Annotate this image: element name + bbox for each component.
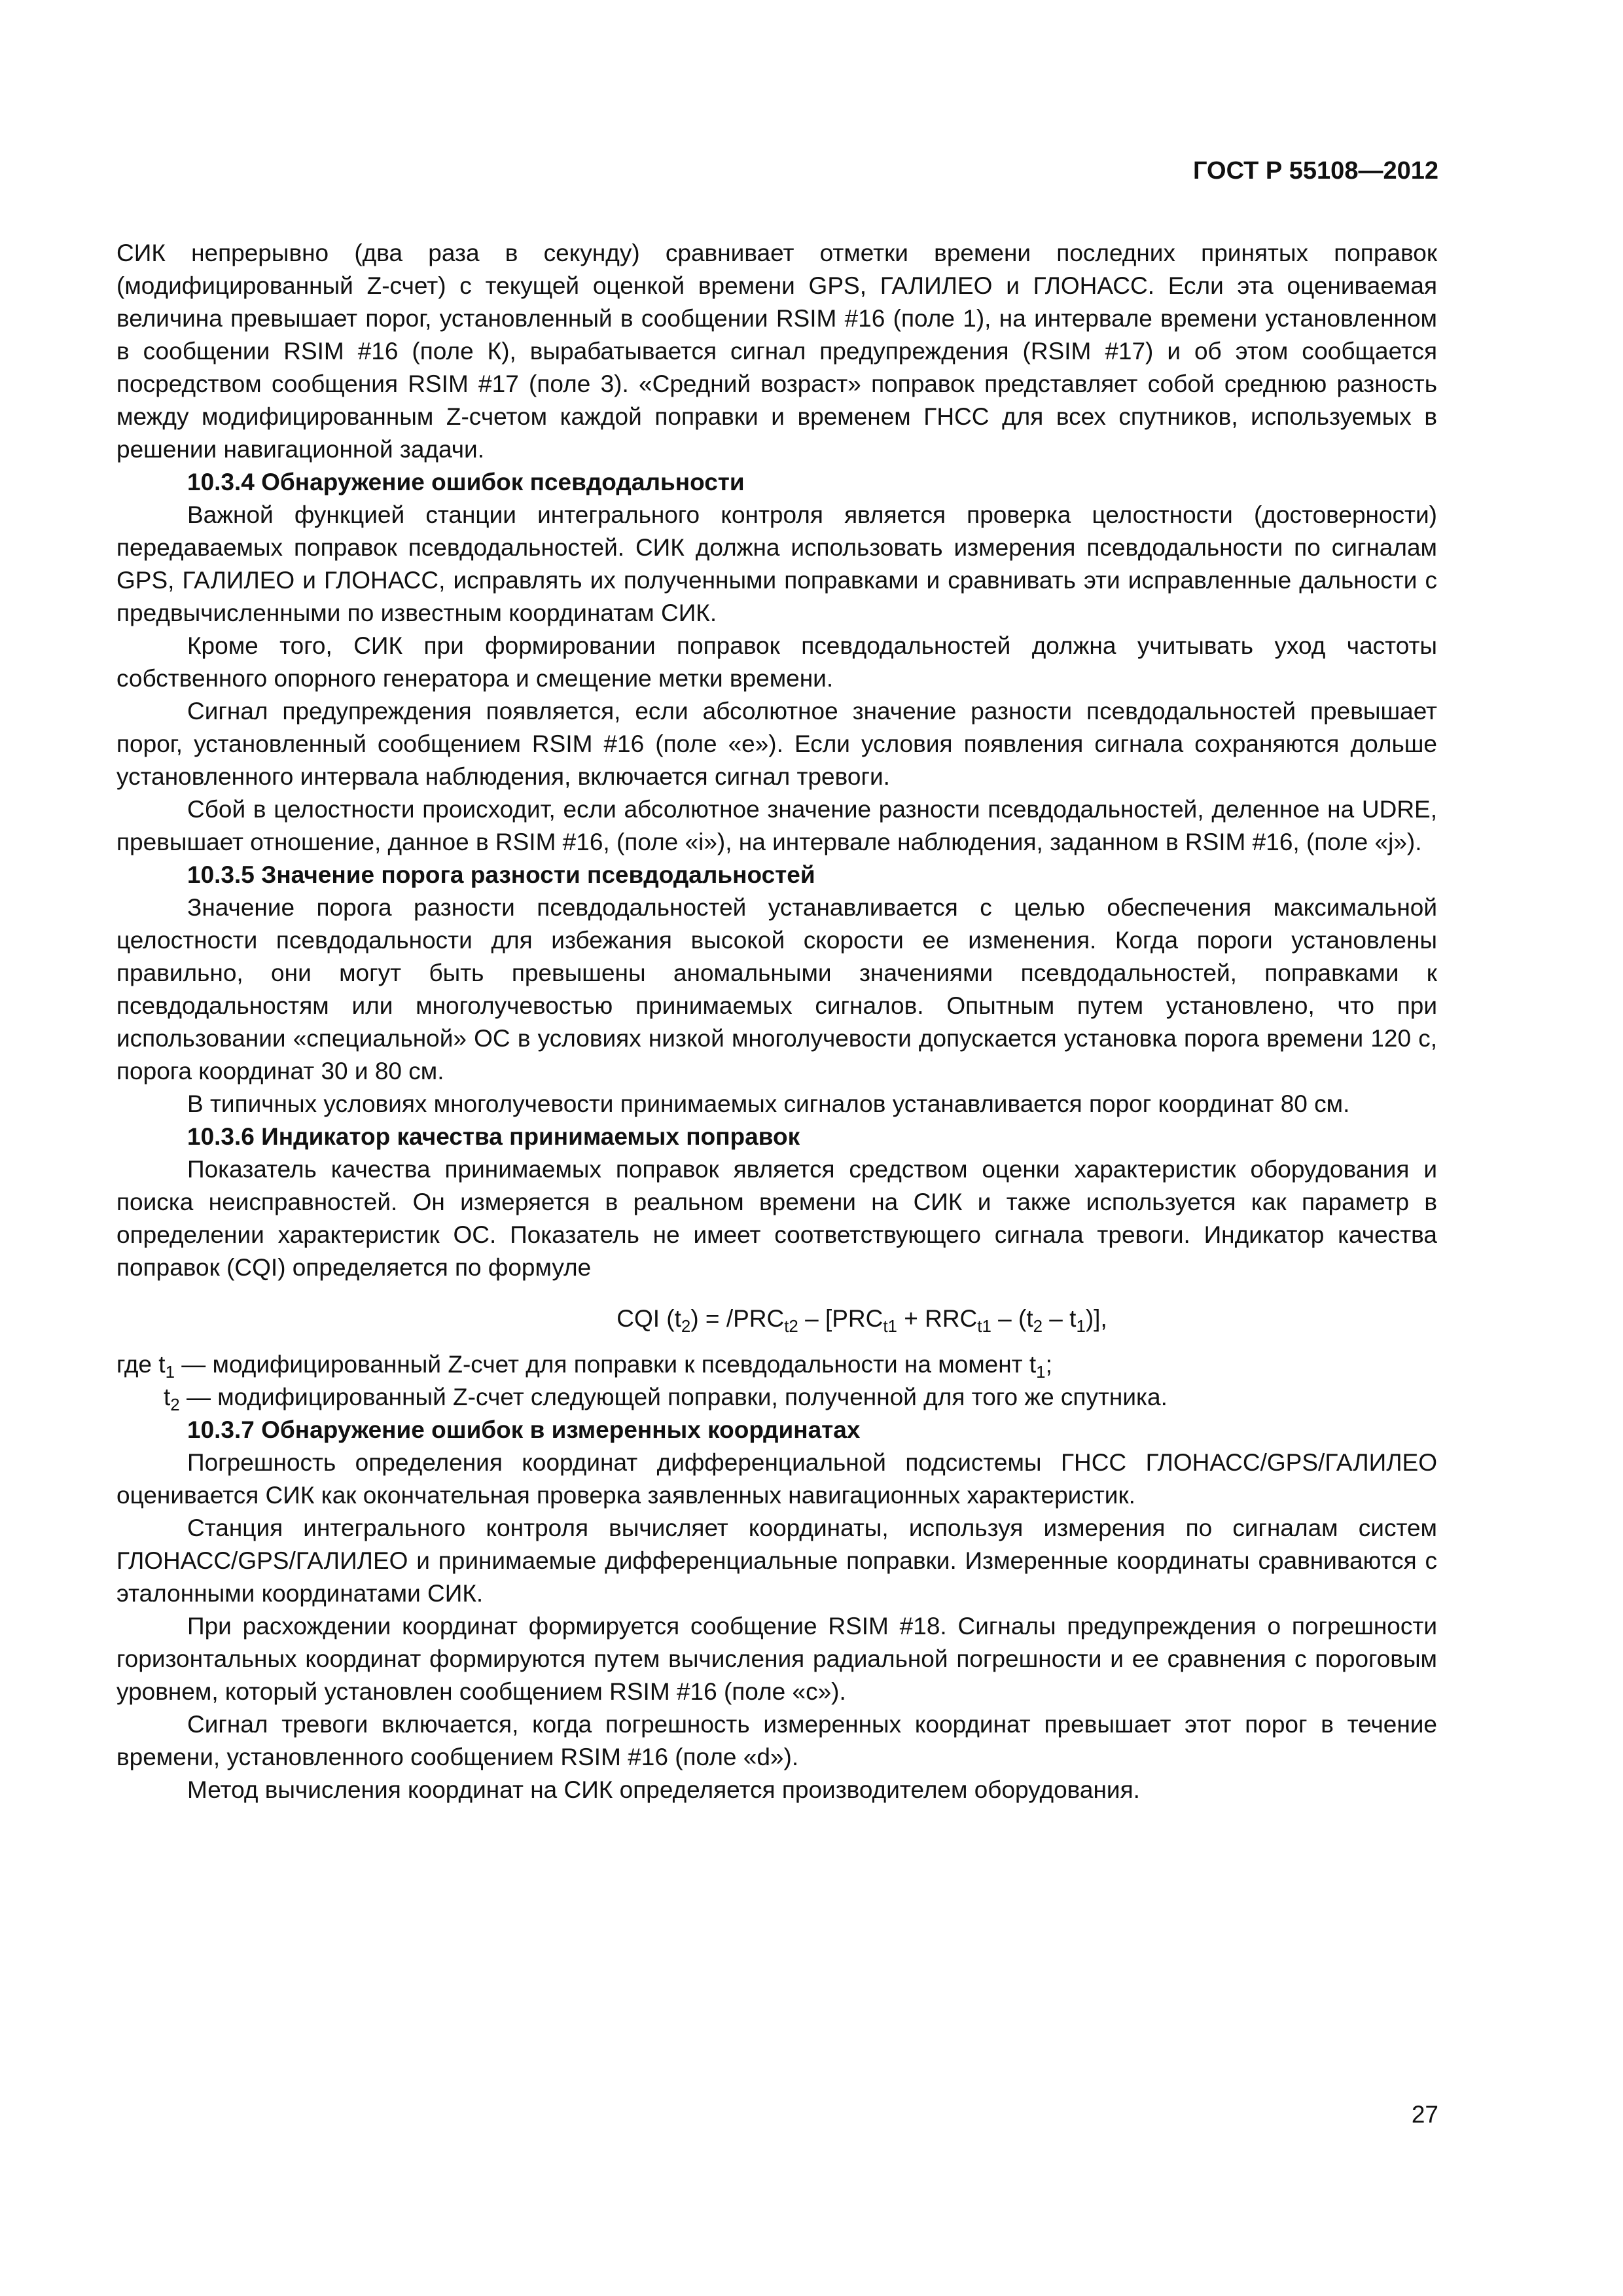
- formula-definition-t1: где $t_1$ — модифицированный Z-счет для поправки к псевдодальности на момент $t_1$;: [116, 1351, 1052, 1382]
- paragraph: При расхождении координат формируется сообщение RSIM #18. Сигналы предупреждения о погрешности горизонтальных координат формируются путем вычисления радиальной погрешности и ее сравнения с пороговым уровнем, который установлен сообщением RSIM #16 (поле «с»).: [116, 1613, 1437, 1705]
- paragraph: Сигнал тревоги включается, когда погрешность измеренных координат превышает этот порог в течение времени, установленного сообщением RSIM #16 (поле «d»).: [116, 1711, 1437, 1770]
- paragraph: В типичных условиях многолучевости принимаемых сигналов устанавливается порог координат 80 см.: [187, 1090, 1350, 1117]
- cqi-formula: CQI $(t_2) = /PRC_{t2} - [PRC_{t1} + RRC_{t1} - (t_2 - t_1)]$,: [616, 1305, 1107, 1336]
- paragraph: Сбой в целостности происходит, если абсолютное значение разности псевдодальностей, деленное на UDRE, превышает отношение, данное в RSIM #16, (поле «i»), на интервале наблюдения, заданном в RSIM #16, (поле «j»).: [116, 796, 1437, 855]
- body-text: [116, 237, 1437, 1806]
- paragraph: Важной функцией станции интегрального контроля является проверка целостности (достоверности) передаваемых поправок псевдодальностей. СИК должна использовать измерения псевдодальности по сигналам GPS, ГАЛИЛЕО и ГЛОНАСС, исправлять их полученными поправками и сравнивать эти исправленные дальности с предвычисленными по известным координатам СИК.: [116, 501, 1437, 626]
- standard-header: ГОСТ Р 55108—2012: [1193, 157, 1438, 185]
- formula-definition-t2: $t_2$ — модифицированный Z-счет следующей поправки, полученной для того же спутника.: [164, 1384, 1168, 1414]
- paragraph: СИК непрерывно (два раза в секунду) сравнивает отметки времени последних принятых поправок (модифицированный Z-счет) с текущей оценкой времени GPS, ГАЛИЛЕО и ГЛОНАСС. Если эта оцениваемая величина превышает порог, установленный в сообщении RSIM #16 (поле 1), на интервале времени установленном в сообщении RSIM #16 (поле К), вырабатывается сигнал предупреждения (RSIM #17) и об этом сообщается посредством сообщения RSIM #17 (поле 3). «Средний возраст» поправок представляет собой среднюю разность между модифицированным Z-счетом каждой поправки и временем ГНСС для всех спутников, используемых в решении навигационной задачи.: [116, 240, 1437, 463]
- section-heading-10-3-6: 10.3.6 Индикатор качества принимаемых поправок: [187, 1123, 800, 1150]
- paragraph: Погрешность определения координат дифференциальной подсистемы ГНСС ГЛОНАСС/GPS/ГАЛИЛЕО оценивается СИК как окончательная проверка заявленных навигационных характеристик.: [116, 1449, 1437, 1509]
- paragraph: Кроме того, СИК при формировании поправок псевдодальностей должна учитывать уход частоты собственного опорного генератора и смещение метки времени.: [116, 632, 1437, 692]
- paragraph: Сигнал предупреждения появляется, если абсолютное значение разности псевдодальностей превышает порог, установленный сообщением RSIM #16 (поле «е»). Если условия появления сигнала сохраняются дольше установленного интервала наблюдения, включается сигнал тревоги.: [116, 698, 1437, 790]
- section-heading-10-3-5: 10.3.5 Значение порога разности псевдодальностей: [187, 861, 815, 888]
- paragraph: Показатель качества принимаемых поправок является средством оценки характеристик оборудования и поиска неисправностей. Он измеряется в реальном времени на СИК и также используется как параметр в определении характеристик ОС. Показатель не имеет соответствующего сигнала тревоги. Индикатор качества поправок (CQI) определяется по формуле: [116, 1156, 1437, 1281]
- section-heading-10-3-7: 10.3.7 Обнаружение ошибок в измеренных координатах: [187, 1416, 861, 1443]
- page-number: 27: [1411, 2101, 1438, 2128]
- paragraph: Станция интегрального контроля вычисляет координаты, используя измерения по сигналам систем ГЛОНАСС/GPS/ГАЛИЛЕО и принимаемые дифференциальные поправки. Измеренные координаты сравниваются с эталонными координатами СИК.: [116, 1515, 1437, 1607]
- section-heading-10-3-4: 10.3.4 Обнаружение ошибок псевдодальности: [187, 469, 745, 495]
- paragraph: Метод вычисления координат на СИК определяется производителем оборудования.: [187, 1776, 1140, 1803]
- paragraph: Значение порога разности псевдодальностей устанавливается с целью обеспечения максимальной целостности псевдодальности для избежания высокой скорости ее изменения. Когда пороги установлены правильно, они могут быть превышены аномальными значениями псевдодальностей, поправками к псевдодальностям или многолучевостью принимаемых сигналов. Опытным путем установлено, что при использовании «специальной» ОС в условиях низкой многолучевости допускается установка порога времени 120 с, порога координат 30 и 80 см.: [116, 894, 1437, 1085]
